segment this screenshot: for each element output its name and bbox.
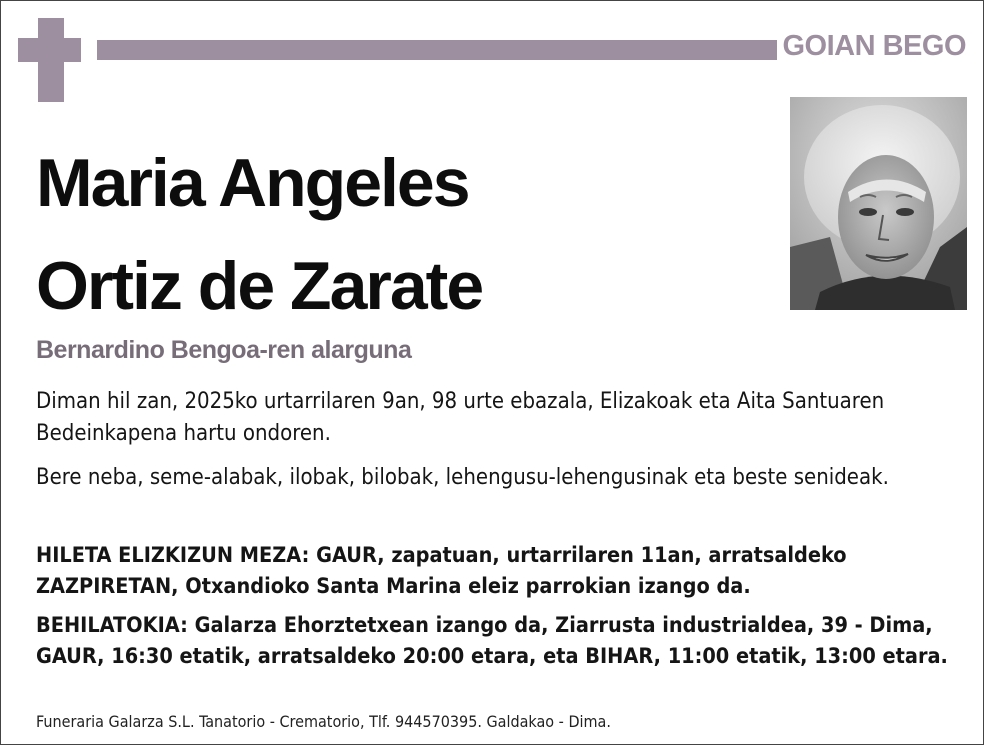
family-members: Bere neba, seme-alabak, ilobak, bilobak, lehengusu-lehengusinak eta beste senideak. bbox=[36, 465, 889, 490]
relation-subtitle: Bernardino Bengoa-ren alarguna bbox=[36, 336, 412, 364]
name-line-2: Ortiz de Zarate bbox=[36, 248, 483, 324]
funeral-notice: HILETA ELIZKIZUN MEZA: GAUR, zapatuan, urtarrilaren 11an, arratsaldeko ZAZPIRETAN, Otxandioko Santa Marina eleiz parrokian izango da. bbox=[36, 543, 847, 599]
header-location: GOIAN BEGO bbox=[782, 30, 966, 62]
header-bar bbox=[97, 40, 777, 60]
death-details: Diman hil zan, 2025ko urtarrilaren 9an, 98 urte ebazala, Elizakoak eta Aita Santuaren Bedeinkapena hartu ondoren. bbox=[36, 389, 885, 446]
funeral-home-footer: Funeraria Galarza S.L. Tanatorio - Crematorio, Tlf. 944570395. Galdakao - Dima. bbox=[36, 712, 611, 731]
deceased-name bbox=[36, 132, 482, 338]
portrait-photo bbox=[790, 97, 967, 310]
name-line-1: Maria Angeles bbox=[36, 145, 469, 221]
wake-notice: BEHILATOKIA: Galarza Ehorztetxean izango da, Ziarrusta industrialdea, 39 - Dima, GAUR, 16:30 etatik, arratsaldeko 20:00 etara, eta BIHAR, 11:00 etatik, 13:00 etara. bbox=[36, 613, 948, 669]
